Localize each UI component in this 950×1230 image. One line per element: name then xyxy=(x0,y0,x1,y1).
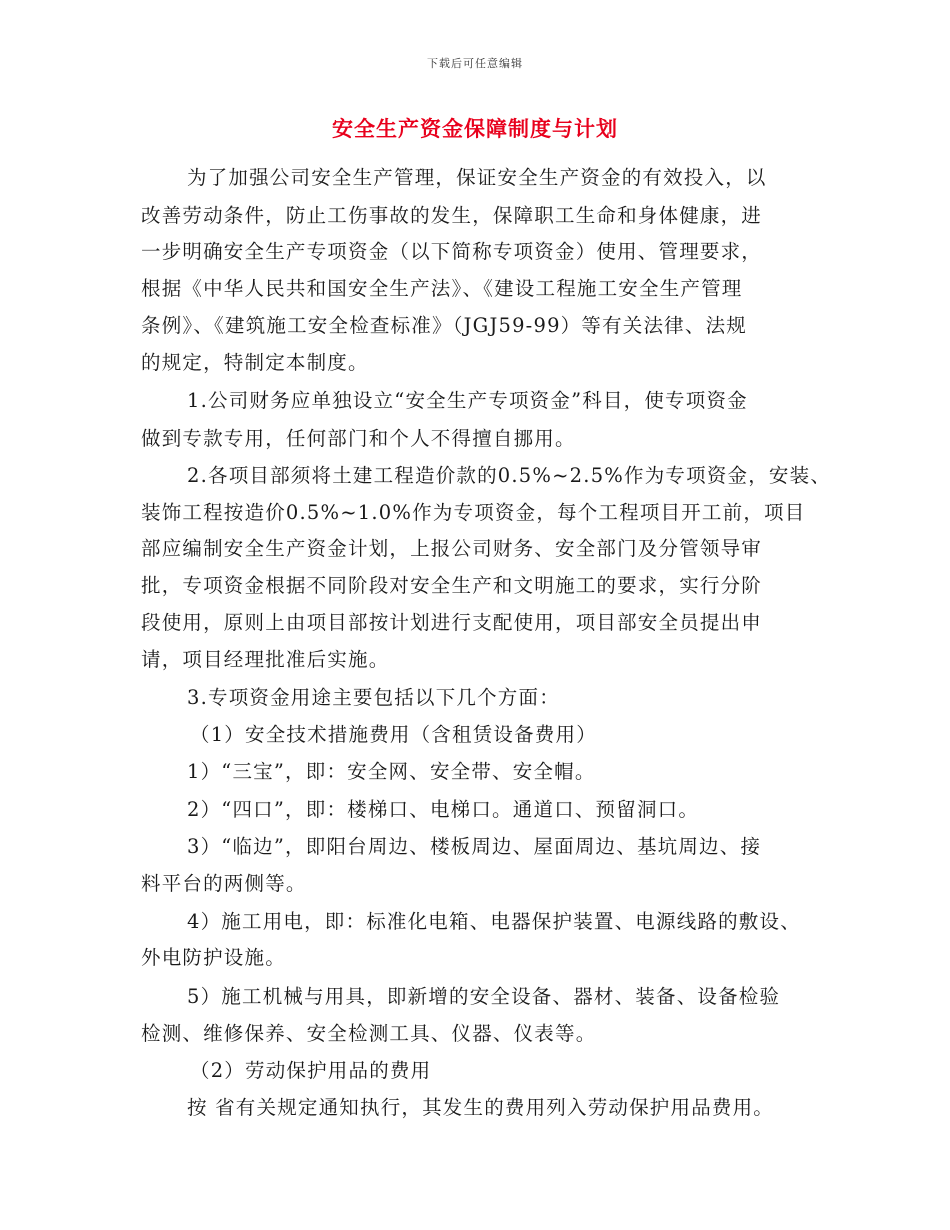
body-line: 2）“四口”，即：楼梯口、电梯口。通道口、预留洞口。 xyxy=(187,798,700,821)
body-line: 根据《中华人民共和国安全生产法》、《建设工程施工安全生产管理 xyxy=(141,277,743,300)
body-line: 一步明确安全生产专项资金（以下简称专项资金）使用、管理要求， xyxy=(141,240,763,263)
body-line: 装饰工程按造价0.5%~1.0%作为专项资金，每个工程项目开工前，项目 xyxy=(141,501,806,524)
body-line: 5）施工机械与用具，即新增的安全设备、器材、装备、设备检验 xyxy=(187,985,781,1008)
body-line: 的规定，特制定本制度。 xyxy=(141,351,369,374)
body-line: 1.公司财务应单独设立“安全生产专项资金”科目，使专项资金 xyxy=(187,389,748,412)
document-title: 安全生产资金保障制度与计划 xyxy=(332,116,618,141)
body-line: 条例》、《建筑施工安全检查标准》（JGJ59-99）等有关法律、法规 xyxy=(141,314,747,337)
body-line: 段使用，原则上由项目部按计划进行支配使用，项目部安全员提出申 xyxy=(141,611,763,634)
body-line: 3.专项资金用途主要包括以下几个方面： xyxy=(187,686,560,709)
body-line: 4）施工用电，即：标准化电箱、电器保护装置、电源线路的敷设、 xyxy=(187,910,801,933)
body-line: （2）劳动保护用品的费用 xyxy=(190,1059,432,1082)
body-line: 按 省有关规定通知执行，其发生的费用列入劳动保护用品费用。 xyxy=(187,1096,774,1119)
body-line: （1）安全技术措施费用（含租赁设备费用） xyxy=(190,723,597,746)
body-line: 改善劳动条件，防止工伤事故的发生，保障职工生命和身体健康，进 xyxy=(141,204,763,227)
page-header: 下载后可任意编辑 xyxy=(427,57,523,70)
body-line: 为了加强公司安全生产管理，保证安全生产资金的有效投入，以 xyxy=(187,166,767,189)
body-line: 请，项目经理批准后实施。 xyxy=(141,648,390,671)
body-line: 料平台的两侧等。 xyxy=(141,872,307,895)
body-line: 2.各项目部须将土建工程造价款的0.5%~2.5%作为专项资金，安装、 xyxy=(187,464,832,487)
body-line: 1）“三宝”，即：安全网、安全带、安全帽。 xyxy=(187,760,596,783)
body-line: 批，专项资金根据不同阶段对安全生产和文明施工的要求，实行分阶 xyxy=(141,574,763,597)
body-line: 部应编制安全生产资金计划，上报公司财务、安全部门及分管领导审 xyxy=(141,537,763,560)
body-line: 外电防护设施。 xyxy=(141,946,286,969)
body-line: 做到专款专用，任何部门和个人不得擅自挪用。 xyxy=(141,427,576,450)
body-line: 3）“临边”，即阳台周边、楼板周边、屋面周边、基坑周边、接 xyxy=(187,835,762,858)
body-line: 检测、维修保养、安全检测工具、仪器、仪表等。 xyxy=(141,1022,597,1045)
